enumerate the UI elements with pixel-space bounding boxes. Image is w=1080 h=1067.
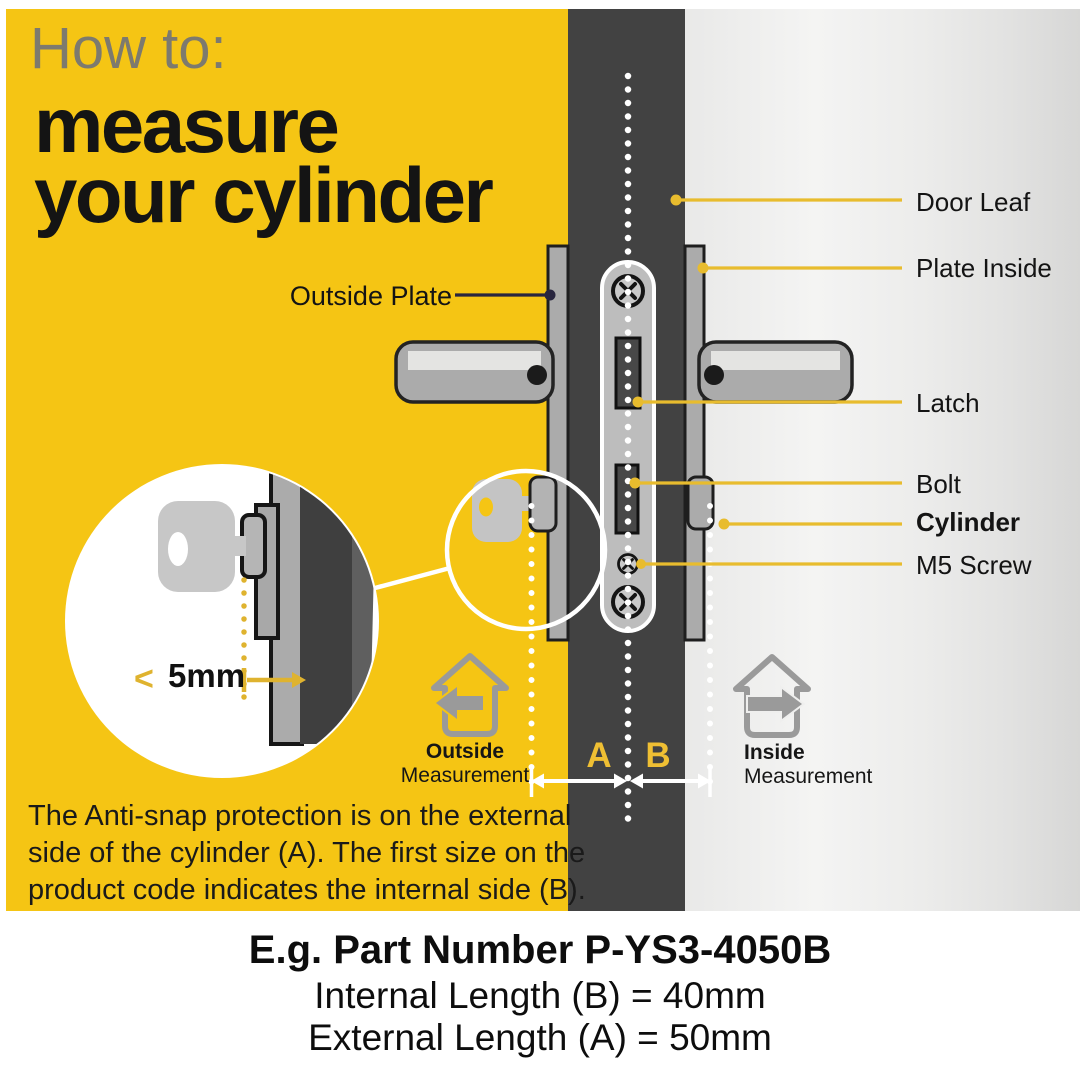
page-title-line1: measure <box>34 81 338 169</box>
inside-measurement-subtitle: Measurement <box>744 765 873 788</box>
outside-measurement-label <box>380 740 550 788</box>
page-title-line2: your cylinder <box>34 151 492 239</box>
note-line-1: The Anti-snap protection is on the external <box>28 800 572 832</box>
label-latch: Latch <box>916 388 980 418</box>
label-cylinder: Cylinder <box>916 507 1021 537</box>
external-length-line: External Length (A) = 50mm <box>308 1017 772 1058</box>
outside-measurement-subtitle: Measurement <box>400 764 530 787</box>
inside-measurement-title: Inside <box>744 741 805 764</box>
note-line-2: side of the cylinder (A). The first size on the <box>28 837 586 869</box>
anti-snap-note <box>28 798 586 909</box>
inset-door-edge <box>352 470 376 740</box>
marker-external-a: A <box>586 736 612 775</box>
label-bolt: Bolt <box>916 469 961 499</box>
title-eyebrow: How to: <box>30 16 227 81</box>
key-icon <box>472 479 534 542</box>
outside-plate-leader <box>455 290 556 301</box>
cylinder-outside-end <box>530 477 556 531</box>
outside-measurement-title: Outside <box>425 740 505 763</box>
part-number-example: E.g. Part Number P-YS3-4050B <box>248 928 832 972</box>
label-door-leaf: Door Leaf <box>916 187 1031 217</box>
marker-internal-b: B <box>645 736 671 775</box>
inside-handle <box>699 342 852 402</box>
inset-less-than-symbol: < <box>134 660 154 698</box>
outside-plate <box>548 246 568 640</box>
magnifier-circle <box>447 471 605 629</box>
outside-handle <box>396 342 553 402</box>
inside-house-icon <box>736 657 808 735</box>
inside-plate <box>685 246 704 640</box>
label-m5-screw: M5 Screw <box>916 550 1032 580</box>
label-plate-inside: Plate Inside <box>916 253 1052 283</box>
inset-gap-value: 5mm <box>168 657 246 694</box>
inset-key-icon <box>158 501 246 592</box>
outside-house-icon <box>434 656 506 734</box>
magnifier-connector-line <box>375 568 450 588</box>
inset-detail-circle <box>65 464 379 778</box>
internal-length-line: Internal Length (B) = 40mm <box>314 975 766 1016</box>
inside-measurement-label <box>744 741 872 789</box>
note-line-3: product code indicates the internal side (B). <box>28 874 586 906</box>
label-outside-plate: Outside Plate <box>289 281 452 311</box>
